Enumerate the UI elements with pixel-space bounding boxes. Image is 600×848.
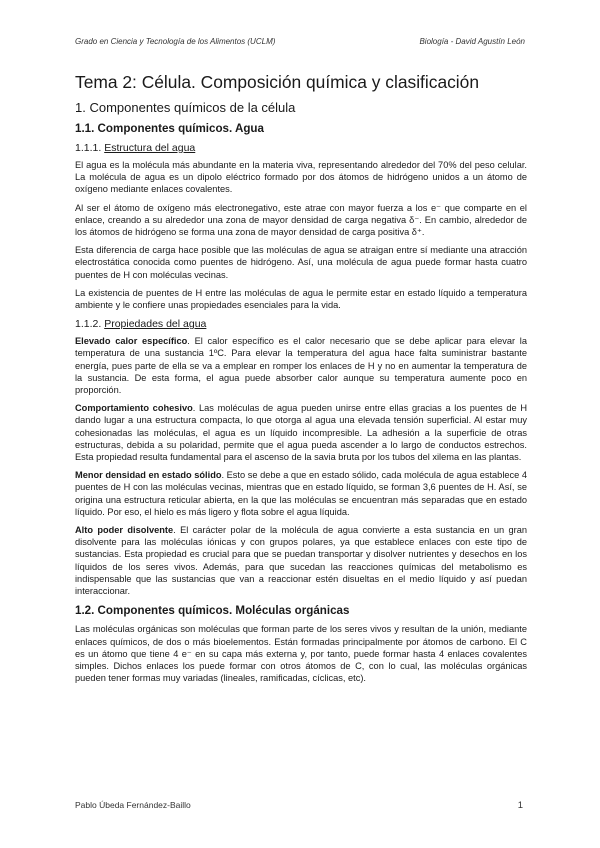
property-text: . El carácter polar de la molécula de agua convierte a esta sustancia en un gran disolvente para las moléculas iónicas y con grupos polares, ya que establece enlaces con este tipo de sustancias. Esta propiedad es crucial para que se puedan transportar y disolver nutrientes y desechos en los líquidos de los seres vivos. Además, para que sucedan las reacciones químicas del metabolismo es indispensable que las sustancias que van a reaccionar estén disueltas en el medio líquido y así puedan interaccionar.	[75, 525, 527, 597]
subsection-number: 1.1.1.	[75, 142, 102, 154]
subsection-title: Estructura del agua	[104, 142, 196, 154]
page-header	[75, 37, 525, 49]
property-term: Menor densidad en estado sólido	[75, 470, 222, 481]
paragraph: El agua es la molécula más abundante en la materia viva, representando alrededor del 70% del peso celular. La molécula de agua es un dipolo eléctrico formado por dos átomos de hidrógeno unidos a un átomo de oxígeno mediante enlaces covalentes.	[75, 160, 527, 195]
subsection-heading-1-1: 1.1. Componentes químicos. Agua	[75, 122, 264, 135]
property-paragraph	[75, 524, 527, 597]
property-paragraph	[75, 402, 527, 463]
property-term: Elevado calor específico	[75, 336, 188, 347]
property-paragraph	[75, 335, 527, 396]
subsection-number: 1.1.2.	[75, 318, 102, 331]
header-course: Grado en Ciencia y Tecnología de los Alimentos (UCLM)	[75, 37, 276, 46]
property-text: . Las moléculas de agua pueden unirse entre ellas gracias a los puentes de H dando lugar a una estructura compacta, lo que otorga al agua una elevada tensión superficial. Al estar muy cohesionadas las moléculas, el agua es un líquido incompresible. La adhesión a la superficie de otras estructuras, debida a su polaridad, permite que el agua pueda ascender a lo largo de conductos estrechos. Esta propiedad resulta fundamental para el ascenso de la savia bruta por los tubos del xilema en las plantas.	[75, 403, 527, 463]
property-text: . El calor específico es el calor necesario que se debe aplicar para elevar la temperatura de una sustancia 1ºC. Para elevar la temperatura del agua hace falta suministrar bastante energía, pues parte de ella se va a emplear en romper los enlaces de H y no en aumentar la temperatura de la sustancia. De esta forma, el agua puede absorber calor aunque su temperatura aumente poco en proporción.	[75, 336, 527, 396]
property-term: Comportamiento cohesivo	[75, 403, 193, 414]
page-footer	[75, 800, 525, 812]
subsection-heading-1-1-1	[75, 141, 527, 155]
page-content	[75, 71, 527, 690]
section-heading-1: 1. Componentes químicos de la célula	[75, 100, 296, 115]
paragraph: Al ser el átomo de oxígeno más electronegativo, este atrae con mayor fuerza a los e⁻ que comparte en el enlace, creando a su alrededor una zona de mayor densidad de carga negativa δ⁻. En cambio, alrededor de los átomos de hidrógeno se forma una zona de mayor densidad de carga positiva δ⁺.	[75, 202, 527, 238]
paragraph: Esta diferencia de carga hace posible que las moléculas de agua se atraigan entre sí mediante una atracción electrostática conocida como puentes de hidrógeno. Así, una molécula de agua puede formar hasta cuatro puentes de H con moléculas vecinas.	[75, 245, 527, 280]
page-title: Tema 2: Célula. Composición química y clasificación	[75, 72, 480, 92]
subsection-title: Propiedades del agua	[104, 318, 207, 331]
subsection-heading-1-2: 1.2. Componentes químicos. Moléculas orgánicas	[75, 604, 350, 618]
property-term: Alto poder disolvente	[75, 525, 174, 536]
paragraph: Las moléculas orgánicas son moléculas que forman parte de los seres vivos y resultan de la unión, mediante enlaces químicos, de dos o más bioelementos. Están formadas principalmente por átomos de carbono. El C es un átomo que tiene 4 e⁻ en su capa más externa y, por tanto, puede formar hasta 4 enlaces covalentes simples. Dichos enlaces los puede formar con otros átomos de C, con lo cual, las moléculas orgánicas pueden tener formas muy variadas (lineales, ramificadas, cíclicas, etc).	[75, 624, 527, 684]
paragraph: La existencia de puentes de H entre las moléculas de agua le permite estar en estado líquido a temperatura ambiente y le confiere unas propiedades esenciales para la vida.	[75, 287, 527, 311]
subsection-heading-1-1-2	[75, 317, 527, 331]
header-subject: Biología - David Agustín León	[419, 37, 525, 46]
property-paragraph	[75, 469, 527, 518]
page-number: 1	[517, 800, 523, 811]
property-text: . Esto se debe a que en estado sólido, cada molécula de agua establece 4 puentes de H con las moléculas vecinas, mientras que en estado líquido, se forman 3,6 puentes de H. Así, se origina una estructura reticular abierta, en la que las moléculas se encuentran más separadas que en estado líquido. Por eso, el hielo es más ligero y flota sobre el agua líquida.	[75, 470, 528, 517]
footer-author: Pablo Úbeda Fernández-Baillo	[75, 800, 191, 810]
